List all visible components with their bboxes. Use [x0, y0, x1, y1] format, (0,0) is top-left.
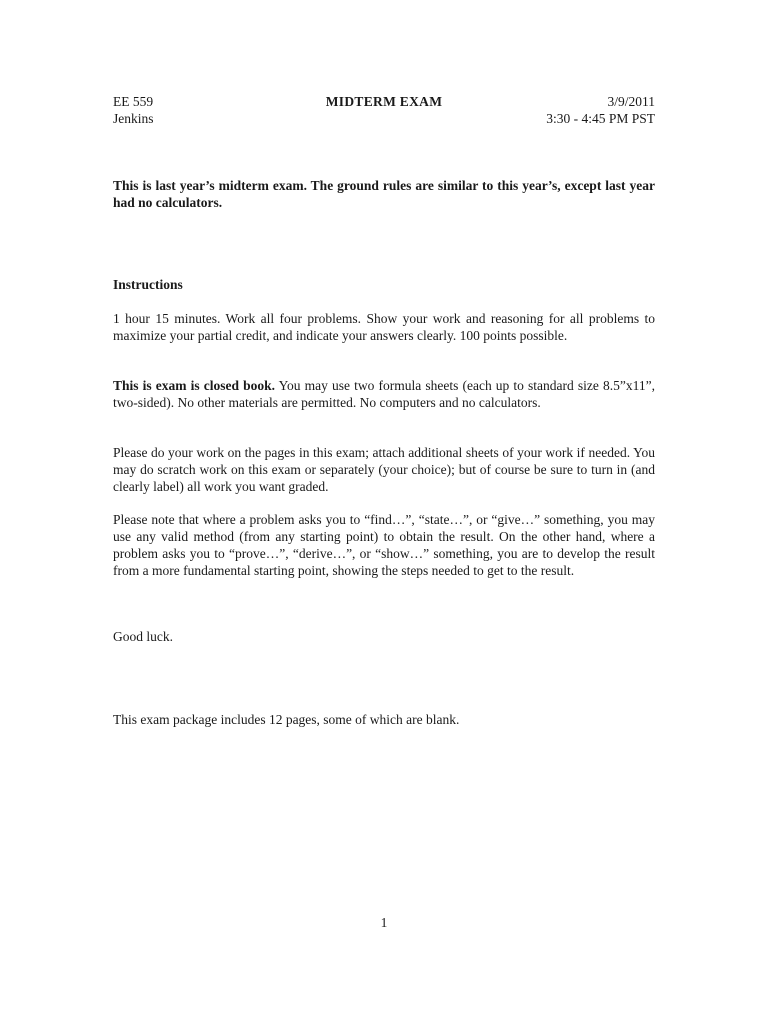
instructions-heading: Instructions — [113, 277, 183, 292]
exam-date: 3/9/2011 — [607, 94, 655, 109]
closed-book-text: You may use two formula sheets (each up to standard size 8.5”x11”, two-sided). No other materials are permitted. No computers and no calculators. — [113, 378, 655, 410]
header-row-2 — [113, 110, 655, 128]
instruction-paragraph-time: 1 hour 15 minutes. Work all four problems. Show your work and reasoning for all problems to maximize your partial credit, and indicate your answers clearly. 100 points possible. — [113, 311, 655, 343]
page-number: 1 — [380, 915, 388, 930]
good-luck-text: Good luck. — [113, 629, 173, 644]
instruction-paragraph-closed-book — [113, 377, 655, 411]
course-code: EE 559 — [113, 94, 154, 109]
header-row-1 — [113, 93, 655, 111]
instruction-paragraph-methods: Please note that where a problem asks you to “find…”, “state…”, or “give…” something, you may use any valid method (from any starting point) to obtain the result. On the other hand, where a problem asks you to “prove…”, “derive…”, or “show…” something, you are to develop the result from a more fundamental starting point, showing the steps needed to get to the result. — [113, 512, 655, 578]
instruction-paragraph-work: Please do your work on the pages in this exam; attach additional sheets of your work if needed. You may do scratch work on this exam or separately (your choice); but of course be sure to turn in (and clearly label) all work you want graded. — [113, 445, 655, 494]
page-count-note: This exam package includes 12 pages, some of which are blank. — [113, 712, 460, 727]
closed-book-label: This is exam is closed book. — [113, 378, 276, 393]
instructor-name: Jenkins — [113, 111, 154, 126]
exam-time: 3:30 - 4:45 PM PST — [546, 111, 655, 126]
exam-note: This is last year’s midterm exam. The ground rules are similar to this year’s, except last year had no calculators. — [113, 178, 655, 210]
exam-title: MIDTERM EXAM — [325, 94, 443, 109]
